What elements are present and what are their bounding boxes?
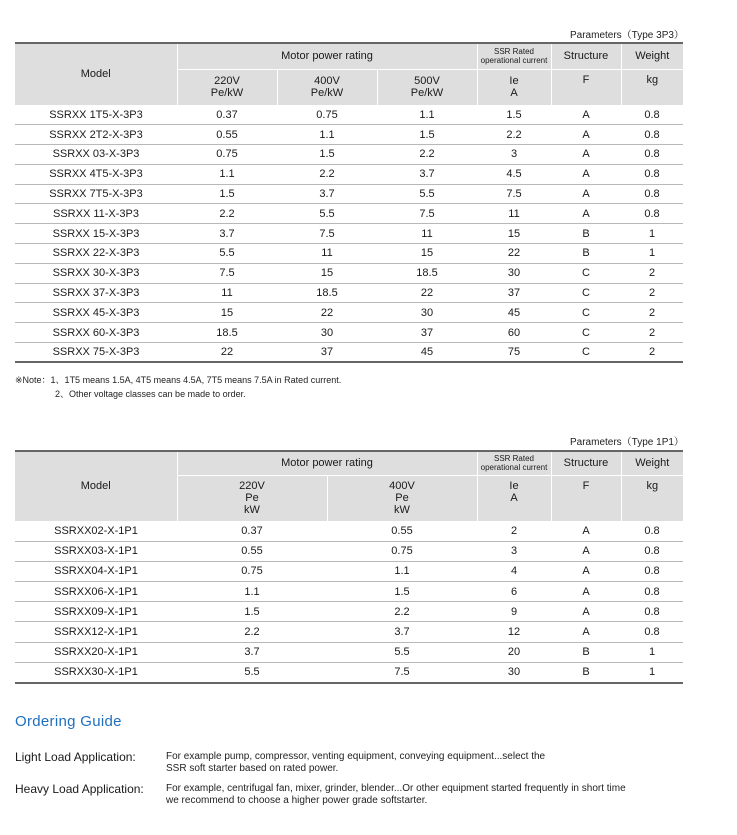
header-ssr-current-line1: SSR Rated xyxy=(493,47,535,57)
table-cell: 2 xyxy=(477,521,551,541)
table-row xyxy=(15,204,683,224)
table-cell: C xyxy=(551,263,621,283)
table-cell: 0.8 xyxy=(621,541,683,561)
table-cell: 1.5 xyxy=(327,582,477,602)
header-motor-power: Motor power rating xyxy=(177,43,477,69)
table-cell: A xyxy=(551,622,621,642)
table-cell: 30 xyxy=(277,323,377,343)
table-row xyxy=(15,125,683,145)
table-cell: 0.8 xyxy=(621,184,683,204)
table-cell: SSRXX12-X-1P1 xyxy=(15,622,177,642)
table-cell: SSRXX 37-X-3P3 xyxy=(15,283,177,303)
table-cell: B xyxy=(551,642,621,662)
table-cell: 0.37 xyxy=(177,521,327,541)
light-load-text xyxy=(166,751,545,775)
table-cell: C xyxy=(551,343,621,363)
table-cell: 0.8 xyxy=(621,105,683,125)
table-cell: B xyxy=(551,662,621,682)
header-structure: Structure xyxy=(551,43,621,69)
table-cell: A xyxy=(551,164,621,184)
header-kg: kg xyxy=(621,69,683,105)
table-cell: 2.2 xyxy=(377,145,477,165)
table-cell: 11 xyxy=(477,204,551,224)
table-row xyxy=(15,343,683,363)
table-cell: SSRXX 30-X-3P3 xyxy=(15,263,177,283)
table-cell: 7.5 xyxy=(277,224,377,244)
table-cell: 0.55 xyxy=(177,125,277,145)
table-cell: A xyxy=(551,561,621,581)
table-cell: 18.5 xyxy=(377,263,477,283)
table2-params-label: Parameters（Type 1P1） xyxy=(570,437,684,448)
table-cell: SSRXX 4T5-X-3P3 xyxy=(15,164,177,184)
table-cell: 22 xyxy=(177,343,277,363)
header-220v-line1: 220V xyxy=(214,75,240,87)
table-row xyxy=(15,184,683,204)
header2-220v-line2: Pe xyxy=(245,492,259,504)
table-cell: 6 xyxy=(477,582,551,602)
table-cell: 2.2 xyxy=(477,125,551,145)
table-cell: 2 xyxy=(621,323,683,343)
table-cell: SSRXX20-X-1P1 xyxy=(15,642,177,662)
table-3p3-body xyxy=(15,105,683,362)
table-row xyxy=(15,541,683,561)
table-cell: 0.8 xyxy=(621,582,683,602)
table-row xyxy=(15,224,683,244)
table-cell: 0.75 xyxy=(177,561,327,581)
header2-structure: Structure xyxy=(551,451,621,475)
table-cell: 22 xyxy=(277,303,377,323)
table-cell: A xyxy=(551,145,621,165)
table-cell: 1.1 xyxy=(327,561,477,581)
table-cell: 37 xyxy=(477,283,551,303)
table-cell: 2.2 xyxy=(327,602,477,622)
table-cell: 15 xyxy=(377,244,477,264)
table1-params-label: Parameters（Type 3P3） xyxy=(570,30,684,41)
header2-ie xyxy=(477,475,551,521)
table-cell: A xyxy=(551,582,621,602)
header-220v-line2: Pe/kW xyxy=(210,87,244,99)
table-row xyxy=(15,582,683,602)
table-cell: 2.2 xyxy=(277,164,377,184)
table-cell: 5.5 xyxy=(177,244,277,264)
table-cell: 11 xyxy=(377,224,477,244)
table-cell: A xyxy=(551,204,621,224)
table-cell: SSRXX 2T2-X-3P3 xyxy=(15,125,177,145)
table-cell: 1 xyxy=(621,662,683,682)
header-400v-line1: 400V xyxy=(314,75,340,87)
table-row xyxy=(15,521,683,541)
header2-ssr-current xyxy=(477,451,551,475)
table-cell: SSRXX 1T5-X-3P3 xyxy=(15,105,177,125)
table-cell: SSRXX 22-X-3P3 xyxy=(15,244,177,264)
table-cell: 7.5 xyxy=(327,662,477,682)
table-cell: 0.75 xyxy=(277,105,377,125)
table-cell: 1 xyxy=(621,244,683,264)
table-cell: C xyxy=(551,283,621,303)
note-line-1: ※Note：1、1T5 means 1.5A, 4T5 means 4.5A, 7T5 means 7.5A in Rated current. xyxy=(15,375,342,385)
table-cell: 1 xyxy=(621,224,683,244)
header2-400v-line2: Pe xyxy=(395,492,409,504)
header-model: Model xyxy=(15,43,177,105)
header-weight: Weight xyxy=(621,43,683,69)
table-cell: A xyxy=(551,184,621,204)
header2-400v xyxy=(327,475,477,521)
table-cell: 7.5 xyxy=(477,184,551,204)
header2-f: F xyxy=(551,475,621,521)
table-1p1-body xyxy=(15,521,683,683)
header2-ie-line2: A xyxy=(510,491,518,504)
table-cell: 1.5 xyxy=(477,105,551,125)
table-cell: 45 xyxy=(477,303,551,323)
table-cell: 0.55 xyxy=(177,541,327,561)
table-cell: 0.8 xyxy=(621,622,683,642)
table-cell: SSRXX04-X-1P1 xyxy=(15,561,177,581)
table-row xyxy=(15,164,683,184)
table-row xyxy=(15,602,683,622)
table-cell: 30 xyxy=(477,263,551,283)
table-cell: 1.5 xyxy=(277,145,377,165)
table-row xyxy=(15,662,683,682)
table-row xyxy=(15,323,683,343)
table-cell: 3 xyxy=(477,145,551,165)
table-cell: 1.5 xyxy=(177,184,277,204)
table-cell: 3.7 xyxy=(377,164,477,184)
table-cell: SSRXX 03-X-3P3 xyxy=(15,145,177,165)
table-row xyxy=(15,244,683,264)
table-row xyxy=(15,263,683,283)
table-cell: 9 xyxy=(477,602,551,622)
table-row xyxy=(15,145,683,165)
table-cell: B xyxy=(551,224,621,244)
table-cell: C xyxy=(551,303,621,323)
header-400v-line2: Pe/kW xyxy=(310,87,344,99)
header2-220v xyxy=(177,475,327,521)
header2-kg: kg xyxy=(621,475,683,521)
heavy-load-label: Heavy Load Application: xyxy=(15,782,144,796)
table-cell: A xyxy=(551,602,621,622)
table-cell: 1.5 xyxy=(177,602,327,622)
table-cell: 7.5 xyxy=(377,204,477,224)
table-cell: A xyxy=(551,521,621,541)
header2-400v-line3: kW xyxy=(394,504,410,516)
heavy-load-text-line2: we recommend to choose a higher power grade softstarter. xyxy=(166,795,428,806)
table-cell: 0.75 xyxy=(327,541,477,561)
note-line-2: 2、Other voltage classes can be made to order. xyxy=(55,389,246,399)
table-cell: 0.8 xyxy=(621,125,683,145)
table-cell: 0.8 xyxy=(621,145,683,165)
table-cell: 2 xyxy=(621,303,683,323)
header2-400v-line1: 400V xyxy=(389,480,415,492)
table-cell: 18.5 xyxy=(177,323,277,343)
table-cell: 2 xyxy=(621,343,683,363)
table-cell: 3.7 xyxy=(177,642,327,662)
table-cell: 15 xyxy=(177,303,277,323)
header2-ssr-current-line2: operational current xyxy=(480,463,548,473)
table-cell: 1.1 xyxy=(377,105,477,125)
header-ie xyxy=(477,69,551,105)
table-cell: 2.2 xyxy=(177,204,277,224)
table-row xyxy=(15,642,683,662)
table-cell: SSRXX 45-X-3P3 xyxy=(15,303,177,323)
table-cell: SSRXX 60-X-3P3 xyxy=(15,323,177,343)
header-f: F xyxy=(551,69,621,105)
header-220v xyxy=(177,69,277,105)
table-row xyxy=(15,283,683,303)
table-row xyxy=(15,303,683,323)
light-load-text-line2: SSR soft starter based on rated power. xyxy=(166,763,339,774)
table-cell: 4.5 xyxy=(477,164,551,184)
header2-model: Model xyxy=(15,451,177,521)
table-cell: 11 xyxy=(177,283,277,303)
table-cell: 3.7 xyxy=(327,622,477,642)
table-cell: 30 xyxy=(477,662,551,682)
table-cell: 4 xyxy=(477,561,551,581)
table-cell: 1.1 xyxy=(277,125,377,145)
table-cell: 0.8 xyxy=(621,602,683,622)
header2-220v-line3: kW xyxy=(244,504,260,516)
table-cell: 60 xyxy=(477,323,551,343)
table-cell: 18.5 xyxy=(277,283,377,303)
table-cell: 1.1 xyxy=(177,582,327,602)
table-row xyxy=(15,105,683,125)
table-cell: 37 xyxy=(377,323,477,343)
table-cell: 20 xyxy=(477,642,551,662)
table-cell: SSRXX 11-X-3P3 xyxy=(15,204,177,224)
table-cell: SSRXX09-X-1P1 xyxy=(15,602,177,622)
table-cell: 1.5 xyxy=(377,125,477,145)
table-cell: 5.5 xyxy=(177,662,327,682)
table-cell: 1 xyxy=(621,642,683,662)
table-row xyxy=(15,561,683,581)
table-cell: 5.5 xyxy=(327,642,477,662)
table-cell: SSRXX30-X-1P1 xyxy=(15,662,177,682)
table-cell: 7.5 xyxy=(177,263,277,283)
table-cell: 0.8 xyxy=(621,204,683,224)
heavy-load-text xyxy=(166,783,626,807)
header-500v-line1: 500V xyxy=(414,75,440,87)
table-3p3 xyxy=(15,42,683,363)
light-load-label: Light Load Application: xyxy=(15,750,136,764)
table-cell: 2.2 xyxy=(177,622,327,642)
header2-220v-line1: 220V xyxy=(239,480,265,492)
header-ssr-current xyxy=(477,43,551,69)
table-cell: SSRXX 75-X-3P3 xyxy=(15,343,177,363)
header-500v-line2: Pe/kW xyxy=(410,87,444,99)
table-cell: 0.37 xyxy=(177,105,277,125)
header2-ie-line1: Ie xyxy=(509,479,519,492)
table-cell: SSRXX 7T5-X-3P3 xyxy=(15,184,177,204)
table-cell: 22 xyxy=(377,283,477,303)
table-cell: 3 xyxy=(477,541,551,561)
table-cell: 1.1 xyxy=(177,164,277,184)
table-cell: 15 xyxy=(277,263,377,283)
table-cell: SSRXX 15-X-3P3 xyxy=(15,224,177,244)
table-cell: A xyxy=(551,541,621,561)
table-cell: 5.5 xyxy=(277,204,377,224)
table-cell: A xyxy=(551,125,621,145)
table-cell: 0.75 xyxy=(177,145,277,165)
table-cell: 3.7 xyxy=(277,184,377,204)
ordering-guide-title: Ordering Guide xyxy=(15,713,122,730)
table-cell: 2 xyxy=(621,283,683,303)
header-500v xyxy=(377,69,477,105)
table-cell: 45 xyxy=(377,343,477,363)
table-cell: 0.55 xyxy=(327,521,477,541)
table-cell: 0.8 xyxy=(621,164,683,184)
table-cell: 30 xyxy=(377,303,477,323)
header2-motor-power: Motor power rating xyxy=(177,451,477,475)
header-400v xyxy=(277,69,377,105)
heavy-load-text-line1: For example, centrifugal fan, mixer, grinder, blender...Or other equipment started frequently in short time xyxy=(166,783,626,794)
table-cell: B xyxy=(551,244,621,264)
table-cell: 2 xyxy=(621,263,683,283)
table-cell: 15 xyxy=(477,224,551,244)
header-ssr-current-line2: operational current xyxy=(480,56,548,66)
table-cell: 5.5 xyxy=(377,184,477,204)
table-cell: 75 xyxy=(477,343,551,363)
table-cell: SSRXX03-X-1P1 xyxy=(15,541,177,561)
table-1p1 xyxy=(15,450,683,684)
table-cell: SSRXX02-X-1P1 xyxy=(15,521,177,541)
table-cell: 11 xyxy=(277,244,377,264)
header2-weight: Weight xyxy=(621,451,683,475)
table-cell: C xyxy=(551,323,621,343)
table-cell: SSRXX06-X-1P1 xyxy=(15,582,177,602)
table-cell: 22 xyxy=(477,244,551,264)
table-row xyxy=(15,622,683,642)
header-ie-line1: Ie xyxy=(509,75,519,87)
light-load-text-line1: For example pump, compressor, venting equipment, conveying equipment...select the xyxy=(166,751,546,762)
table-cell: 12 xyxy=(477,622,551,642)
table-cell: 3.7 xyxy=(177,224,277,244)
header2-ssr-current-line1: SSR Rated xyxy=(493,454,535,464)
table-cell: A xyxy=(551,105,621,125)
table-cell: 0.8 xyxy=(621,521,683,541)
table-cell: 37 xyxy=(277,343,377,363)
table-cell: 0.8 xyxy=(621,561,683,581)
header-ie-line2: A xyxy=(510,87,518,99)
